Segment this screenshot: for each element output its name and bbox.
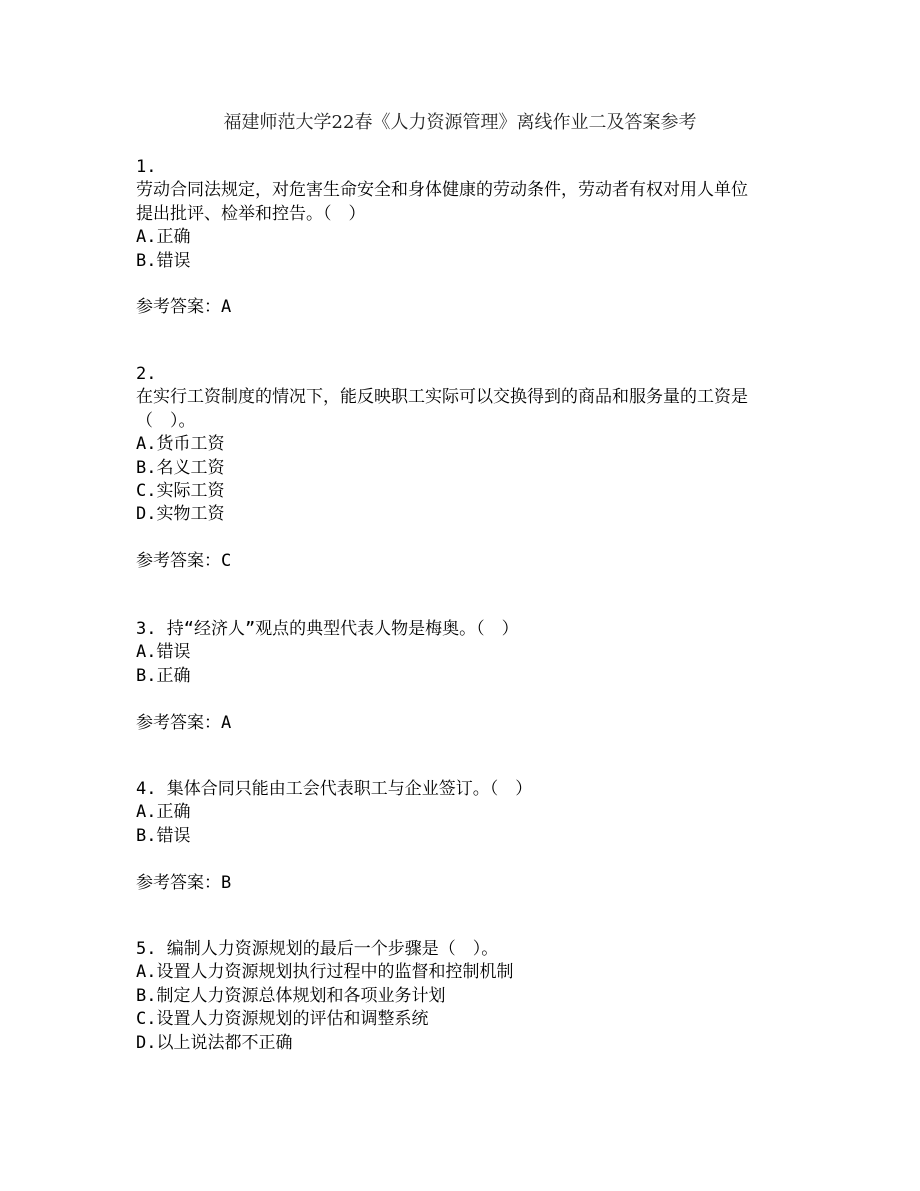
option-b: B.错误 [136,825,191,846]
question-text: 提出批评、检举和控告。（ ） [136,203,366,224]
option-b: B.错误 [136,250,191,271]
document-title: 福建师范大学22春《人力资源管理》离线作业二及答案参考 [223,112,697,133]
option-a: A.错误 [136,642,191,663]
option-b: B.制定人力资源总体规划和各项业务计划 [136,985,446,1006]
question-3 [136,618,816,735]
option-b: B.名义工资 [136,457,225,478]
question-text: 3. 持“经济人”观点的典型代表人物是梅奥。（ ） [136,619,519,639]
option-c: C.实际工资 [136,481,225,502]
option-a: A.正确 [136,802,191,823]
question-text: 在实行工资制度的情况下，能反映职工实际可以交换得到的商品和服务量的工资是 [136,387,748,408]
option-a: A.设置人力资源规划执行过程中的监督和控制机制 [136,962,514,983]
option-c: C.设置人力资源规划的评估和调整系统 [136,1009,429,1030]
reference-answer: 参考答案：A [136,297,232,318]
reference-answer: 参考答案：A [136,712,232,733]
question-text: 5. 编制人力资源规划的最后一个步骤是（ ）。 [136,939,499,959]
question-1 [136,156,816,320]
question-number: 2. [136,364,157,384]
question-5 [136,938,816,1055]
question-text: 4. 集体合同只能由工会代表职工与企业签订。（ ） [136,779,533,799]
option-d: D.实物工资 [136,504,225,525]
question-number: 1. [136,157,157,177]
question-text: 劳动合同法规定，对危害生命安全和身体健康的劳动条件，劳动者有权对用人单位 [136,180,748,201]
question-text: （ ）。 [136,410,196,431]
option-a: A.货币工资 [136,434,225,455]
option-d: D.以上说法都不正确 [136,1032,293,1053]
question-2 [136,363,816,574]
reference-answer: 参考答案：C [136,551,232,572]
reference-answer: 参考答案：B [136,872,232,893]
option-a: A.正确 [136,227,191,248]
option-b: B.正确 [136,665,191,686]
question-4 [136,778,816,895]
